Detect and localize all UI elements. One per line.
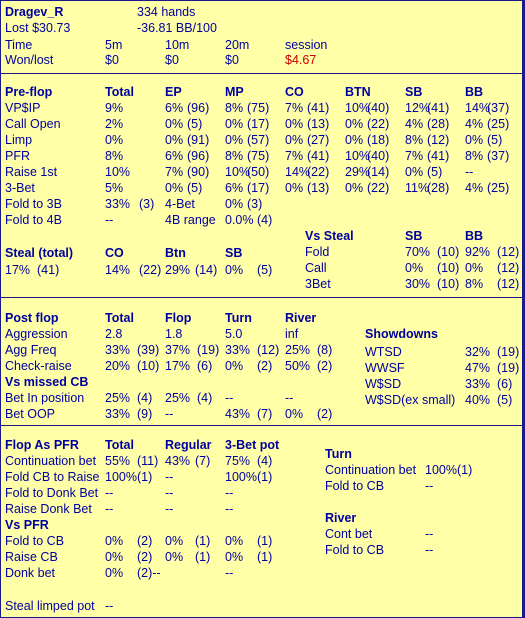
preflop-cell: (5)	[187, 181, 203, 195]
wonlost-20m: $0	[225, 53, 239, 67]
postflop-cell: (2)	[317, 359, 333, 373]
vs-pfr-row-label: Raise CB	[5, 550, 58, 564]
flop-pfr-header-0: Total	[105, 438, 134, 452]
postflop-cell: 25%	[285, 343, 311, 357]
postflop-cell: 37%	[165, 343, 191, 357]
postflop-cell: 50%	[285, 359, 311, 373]
showdown-value: 33%	[465, 377, 491, 391]
col-20m: 20m	[225, 38, 250, 52]
preflop-cell: 4%	[465, 181, 484, 195]
vs-pfr-cell: 0%	[165, 550, 184, 564]
preflop-row-label: VP$IP	[5, 101, 41, 115]
flop-pfr-cell: (7)	[195, 454, 211, 468]
preflop-cell: (91)	[187, 133, 210, 147]
flop-pfr-cell: 100%(1)	[225, 470, 273, 484]
turn-title: Turn	[325, 447, 352, 461]
flop-pfr-cell: --	[165, 502, 174, 516]
preflop-cell: (90)	[187, 165, 210, 179]
showdown-count: (19)	[497, 361, 520, 375]
preflop-cell: 0%	[345, 181, 364, 195]
vs-pfr-cell: (1)	[195, 534, 211, 548]
flop-pfr-cell: (4)	[257, 454, 273, 468]
turn-row-label: Continuation bet	[325, 463, 417, 477]
vs-pfr-row-label: Fold to CB	[5, 534, 65, 548]
preflop-cell: (5)	[187, 117, 203, 131]
preflop-cell: 12%	[405, 101, 431, 115]
preflop-cell: (27)	[307, 133, 330, 147]
preflop-cell: 6%	[165, 101, 184, 115]
steal-cell: (5)	[257, 263, 273, 277]
wonlost-5m: $0	[105, 53, 119, 67]
postflop-cell: inf	[285, 327, 299, 341]
preflop-cell: (96)	[187, 101, 210, 115]
preflop-cell: (12)	[427, 133, 450, 147]
postflop-row-label: Check-raise	[5, 359, 72, 373]
fold-to-3b-count: (3)	[139, 197, 155, 211]
preflop-cell: (17)	[247, 181, 270, 195]
preflop-title: Pre-flop	[5, 85, 53, 99]
preflop-row-label: 3-Bet	[5, 181, 35, 195]
postflop-cell: (8)	[317, 343, 333, 357]
col-5m: 5m	[105, 38, 123, 52]
showdown-value: 32%	[465, 345, 491, 359]
postflop-header-2: Turn	[225, 311, 252, 325]
flop-pfr-cell: --	[165, 470, 174, 484]
wonlost-session: $4.67	[285, 53, 317, 67]
preflop-cell: 6%	[225, 181, 244, 195]
flop-pfr-row-label: Fold CB to Raise	[5, 470, 100, 484]
bb-per-100: -36.81 BB/100	[137, 21, 217, 35]
vs-steal-cell: (10)	[437, 245, 460, 259]
postflop-cell: 20%	[105, 359, 131, 373]
vs-pfr-row-label: Donk bet	[5, 566, 56, 580]
flop-pfr-divider	[1, 425, 524, 426]
postflop-cell: 33%	[225, 343, 251, 357]
turn-row-label: Fold to CB	[325, 479, 385, 493]
postflop-row-label: Agg Freq	[5, 343, 57, 357]
preflop-cell: 10%	[345, 149, 371, 163]
steal-limped-pot-label: Steal limped pot	[5, 599, 95, 613]
vs-steal-cell: 92%	[465, 245, 491, 259]
preflop-header-5: SB	[405, 85, 423, 99]
postflop-cell: (39)	[137, 343, 160, 357]
steal-header-2: SB	[225, 246, 243, 260]
flop-pfr-cell: --	[225, 502, 234, 516]
preflop-cell: 4%	[405, 117, 424, 131]
wonlost-label: Won/lost	[5, 53, 54, 67]
preflop-cell: (5)	[487, 133, 503, 147]
postflop-cell: (6)	[197, 359, 213, 373]
preflop-cell: 0%	[165, 133, 184, 147]
postflop-header-1: Flop	[165, 311, 192, 325]
preflop-cell: 0%	[285, 117, 304, 131]
hands-count: 334 hands	[137, 5, 196, 19]
missed-cb-cell: --	[285, 391, 294, 405]
missed-cb-cell: (4)	[137, 391, 153, 405]
preflop-row-label: Call Open	[5, 117, 61, 131]
steal-total-count: (41)	[37, 263, 60, 277]
four-bet-count: (3)	[247, 197, 263, 211]
missed-cb-cell: 25%	[165, 391, 191, 405]
vs-pfr-cell: 0%	[105, 534, 124, 548]
flop-as-pfr-title: Flop As PFR	[5, 438, 79, 452]
preflop-cell: 11%	[405, 181, 430, 195]
preflop-cell: (5)	[427, 165, 443, 179]
vs-steal-cell: (12)	[497, 245, 520, 259]
showdown-count: (5)	[497, 393, 513, 407]
postflop-row-label: Aggression	[5, 327, 68, 341]
preflop-cell: 7%	[165, 165, 184, 179]
missed-cb-cell: --	[225, 391, 234, 405]
vs-steal-cell: (10)	[437, 261, 460, 275]
preflop-header-2: MP	[225, 85, 244, 99]
flop-pfr-cell: --	[165, 486, 174, 500]
showdowns-title: Showdowns	[365, 327, 438, 341]
preflop-cell: 8%	[405, 133, 424, 147]
preflop-cell: (18)	[367, 133, 390, 147]
postflop-cell: 1.8	[165, 327, 183, 341]
fold-to-3b-label: Fold to 3B	[5, 197, 62, 211]
flop-pfr-cell: --	[105, 502, 114, 516]
river-row-value: --	[425, 543, 434, 557]
vs-steal-cell: 30%	[405, 277, 431, 291]
preflop-cell: 7%	[285, 149, 304, 163]
vs-pfr-cell: (2)	[137, 534, 153, 548]
vs-steal-title: Vs Steal	[305, 229, 354, 243]
postflop-header-3: River	[285, 311, 317, 325]
steal-cell: 14%	[105, 263, 131, 277]
preflop-cell: 2%	[105, 117, 124, 131]
preflop-cell: (28)	[427, 117, 450, 131]
flop-pfr-row-label: Raise Donk Bet	[5, 502, 92, 516]
steal-cell: 0%	[225, 263, 244, 277]
vs-pfr-cell: (1)	[257, 550, 273, 564]
preflop-header-6: BB	[465, 85, 484, 99]
preflop-cell: (37)	[487, 101, 510, 115]
preflop-cell: 14%	[285, 165, 311, 179]
preflop-cell: 0%	[105, 133, 124, 147]
preflop-cell: 0%	[225, 117, 244, 131]
flop-pfr-cell: 75%	[225, 454, 251, 468]
vs-pfr-cell: 0%	[105, 550, 124, 564]
preflop-cell: 0%	[345, 117, 364, 131]
showdown-count: (6)	[497, 377, 513, 391]
flop-pfr-cell: (11)	[137, 454, 159, 468]
four-bet-label: 4-Bet	[165, 197, 195, 211]
postflop-cell: (12)	[257, 343, 280, 357]
steal-limped-pot-value: --	[105, 599, 114, 613]
col-session: session	[285, 38, 328, 52]
missed-cb-cell: 33%	[105, 407, 131, 421]
right-edge-border	[522, 1, 524, 617]
vs-steal-cell: 70%	[405, 245, 431, 259]
preflop-cell: 6%	[165, 149, 184, 163]
preflop-cell: 0%	[285, 181, 304, 195]
col-10m: 10m	[165, 38, 190, 52]
preflop-cell: 10%	[345, 101, 371, 115]
flop-pfr-row-label: Continuation bet	[5, 454, 97, 468]
postflop-cell: 0%	[225, 359, 244, 373]
preflop-cell: (37)	[487, 149, 510, 163]
preflop-cell: 7%	[405, 149, 424, 163]
vs-pfr-cell: 0%	[165, 534, 184, 548]
vs-steal-cell: (10)	[437, 277, 460, 291]
vs-pfr-cell: 0%	[225, 534, 244, 548]
steal-total-title: Steal (total)	[5, 246, 74, 260]
preflop-cell: (40)	[367, 101, 390, 115]
missed-cb-cell: 0%	[285, 407, 304, 421]
preflop-cell: (13)	[307, 117, 330, 131]
postflop-cell: 2.8	[105, 327, 123, 341]
vs-steal-row-label: Fold	[305, 245, 330, 259]
postflop-cell: 17%	[165, 359, 191, 373]
vs-pfr-cell: 0%	[225, 550, 244, 564]
flop-pfr-header-1: Regular	[165, 438, 212, 452]
preflop-header-3: CO	[285, 85, 304, 99]
missed-cb-cell: 43%	[225, 407, 251, 421]
preflop-cell: (40)	[367, 149, 390, 163]
preflop-cell: 0%	[345, 133, 364, 147]
preflop-cell: (25)	[487, 181, 510, 195]
steal-header-0: CO	[105, 246, 124, 260]
preflop-cell: (57)	[247, 133, 270, 147]
vs-missed-cb-title: Vs missed CB	[5, 375, 89, 389]
preflop-cell: (25)	[487, 117, 510, 131]
flop-pfr-cell: --	[225, 486, 234, 500]
vs-pfr-cell: (2)--	[137, 566, 161, 580]
vs-steal-header-bb: BB	[465, 229, 484, 243]
vs-pfr-cell: (1)	[195, 550, 211, 564]
preflop-cell: 0%	[225, 133, 244, 147]
vs-pfr-cell: (1)	[257, 534, 273, 548]
postflop-title: Post flop	[5, 311, 59, 325]
preflop-cell: (41)	[307, 101, 330, 115]
preflop-cell: 7%	[285, 101, 304, 115]
river-title: River	[325, 511, 357, 525]
steal-cell: (22)	[139, 263, 162, 277]
preflop-cell: (75)	[247, 149, 270, 163]
vs-steal-cell: 8%	[465, 277, 484, 291]
preflop-cell: 8%	[465, 149, 484, 163]
preflop-cell: 14%	[465, 101, 491, 115]
missed-cb-cell: (7)	[257, 407, 273, 421]
postflop-divider	[1, 297, 524, 298]
four-bet-range-count: (4)	[257, 213, 273, 227]
preflop-cell: 10%	[105, 165, 131, 179]
preflop-cell: (96)	[187, 149, 210, 163]
flop-pfr-row-label: Fold to Donk Bet	[5, 486, 99, 500]
postflop-cell: (2)	[257, 359, 273, 373]
flop-pfr-cell: --	[105, 486, 114, 500]
preflop-cell: (22)	[307, 165, 330, 179]
showdown-row-label: W$SD(ex small)	[365, 393, 456, 407]
four-bet-value: 0%	[225, 197, 244, 211]
four-bet-range-label: 4B range	[165, 213, 216, 227]
preflop-cell: 0%	[285, 133, 304, 147]
fold-to-4b-label: Fold to 4B	[5, 213, 62, 227]
preflop-cell: 8%	[225, 149, 244, 163]
vs-pfr-title: Vs PFR	[5, 518, 49, 532]
preflop-cell: (41)	[427, 149, 450, 163]
preflop-cell: (22)	[367, 117, 390, 131]
vs-steal-cell: 0%	[465, 261, 484, 275]
time-label: Time	[5, 38, 33, 52]
preflop-cell: (13)	[307, 181, 330, 195]
preflop-cell: 8%	[225, 101, 244, 115]
river-row-label: Fold to CB	[325, 543, 385, 557]
missed-cb-row-label: Bet OOP	[5, 407, 56, 421]
vs-steal-header-sb: SB	[405, 229, 423, 243]
preflop-cell: 0%	[165, 181, 184, 195]
vs-pfr-cell: (2)	[137, 550, 153, 564]
postflop-cell: (10)	[137, 359, 160, 373]
preflop-header-4: BTN	[345, 85, 371, 99]
river-row-value: --	[425, 527, 434, 541]
preflop-cell: 0%	[165, 117, 184, 131]
showdown-row-label: W$SD	[365, 377, 402, 391]
missed-cb-cell: (4)	[197, 391, 213, 405]
preflop-cell: 0%	[405, 165, 424, 179]
turn-row-value: --	[425, 479, 434, 493]
postflop-cell: 33%	[105, 343, 131, 357]
preflop-cell: (14)	[367, 165, 390, 179]
turn-row-value: 100%(1)	[425, 463, 473, 477]
missed-cb-row-label: Bet In position	[5, 391, 85, 405]
vs-steal-cell: (12)	[497, 277, 520, 291]
player-name: Dragev_R	[5, 5, 64, 19]
preflop-cell: 29%	[345, 165, 371, 179]
postflop-header-0: Total	[105, 311, 134, 325]
missed-cb-cell: 25%	[105, 391, 131, 405]
postflop-cell: 5.0	[225, 327, 243, 341]
preflop-row-label: Limp	[5, 133, 33, 147]
steal-total-value: 17%	[5, 263, 31, 277]
showdown-row-label: WWSF	[365, 361, 405, 375]
preflop-cell: 0%	[465, 133, 484, 147]
preflop-cell: (17)	[247, 117, 270, 131]
preflop-header-1: EP	[165, 85, 182, 99]
vs-steal-cell: (12)	[497, 261, 520, 275]
fold-to-3b-value: 33%	[105, 197, 131, 211]
postflop-cell: (19)	[197, 343, 220, 357]
preflop-header-0: Total	[105, 85, 134, 99]
lost-amount: Lost $30.73	[5, 21, 71, 35]
steal-header-1: Btn	[165, 246, 186, 260]
preflop-cell: 4%	[465, 117, 484, 131]
vs-steal-row-label: 3Bet	[305, 277, 331, 291]
preflop-cell: 5%	[105, 181, 124, 195]
showdown-row-label: WTSD	[365, 345, 402, 359]
preflop-cell: (41)	[307, 149, 330, 163]
showdown-count: (19)	[497, 345, 520, 359]
river-row-label: Cont bet	[325, 527, 373, 541]
preflop-row-label: Raise 1st	[5, 165, 58, 179]
vs-steal-row-label: Call	[305, 261, 327, 275]
preflop-cell: (75)	[247, 101, 270, 115]
missed-cb-cell: (9)	[137, 407, 153, 421]
preflop-cell: 10%	[225, 165, 251, 179]
preflop-cell: (50)	[247, 165, 270, 179]
preflop-cell: (41)	[427, 101, 450, 115]
flop-pfr-cell: 55%	[105, 454, 131, 468]
missed-cb-cell: --	[165, 407, 174, 421]
preflop-row-label: PFR	[5, 149, 30, 163]
preflop-cell: (22)	[367, 181, 390, 195]
header-divider	[1, 73, 524, 74]
flop-pfr-cell: 100%(1)	[105, 470, 153, 484]
preflop-cell: (28)	[427, 181, 450, 195]
preflop-cell: 8%	[105, 149, 124, 163]
fold-to-4b-value: --	[105, 213, 114, 227]
wonlost-10m: $0	[165, 53, 179, 67]
showdown-value: 40%	[465, 393, 491, 407]
four-bet-range-value: 0.0%	[225, 213, 254, 227]
flop-pfr-header-2: 3-Bet pot	[225, 438, 280, 452]
steal-cell: (14)	[195, 263, 218, 277]
preflop-cell: 9%	[105, 101, 124, 115]
vs-steal-cell: 0%	[405, 261, 424, 275]
showdown-value: 47%	[465, 361, 491, 375]
steal-cell: 29%	[165, 263, 191, 277]
preflop-cell: --	[465, 165, 474, 179]
missed-cb-cell: (2)	[317, 407, 333, 421]
flop-pfr-cell: 43%	[165, 454, 191, 468]
vs-pfr-cell: --	[225, 566, 234, 580]
vs-pfr-cell: 0%	[105, 566, 124, 580]
